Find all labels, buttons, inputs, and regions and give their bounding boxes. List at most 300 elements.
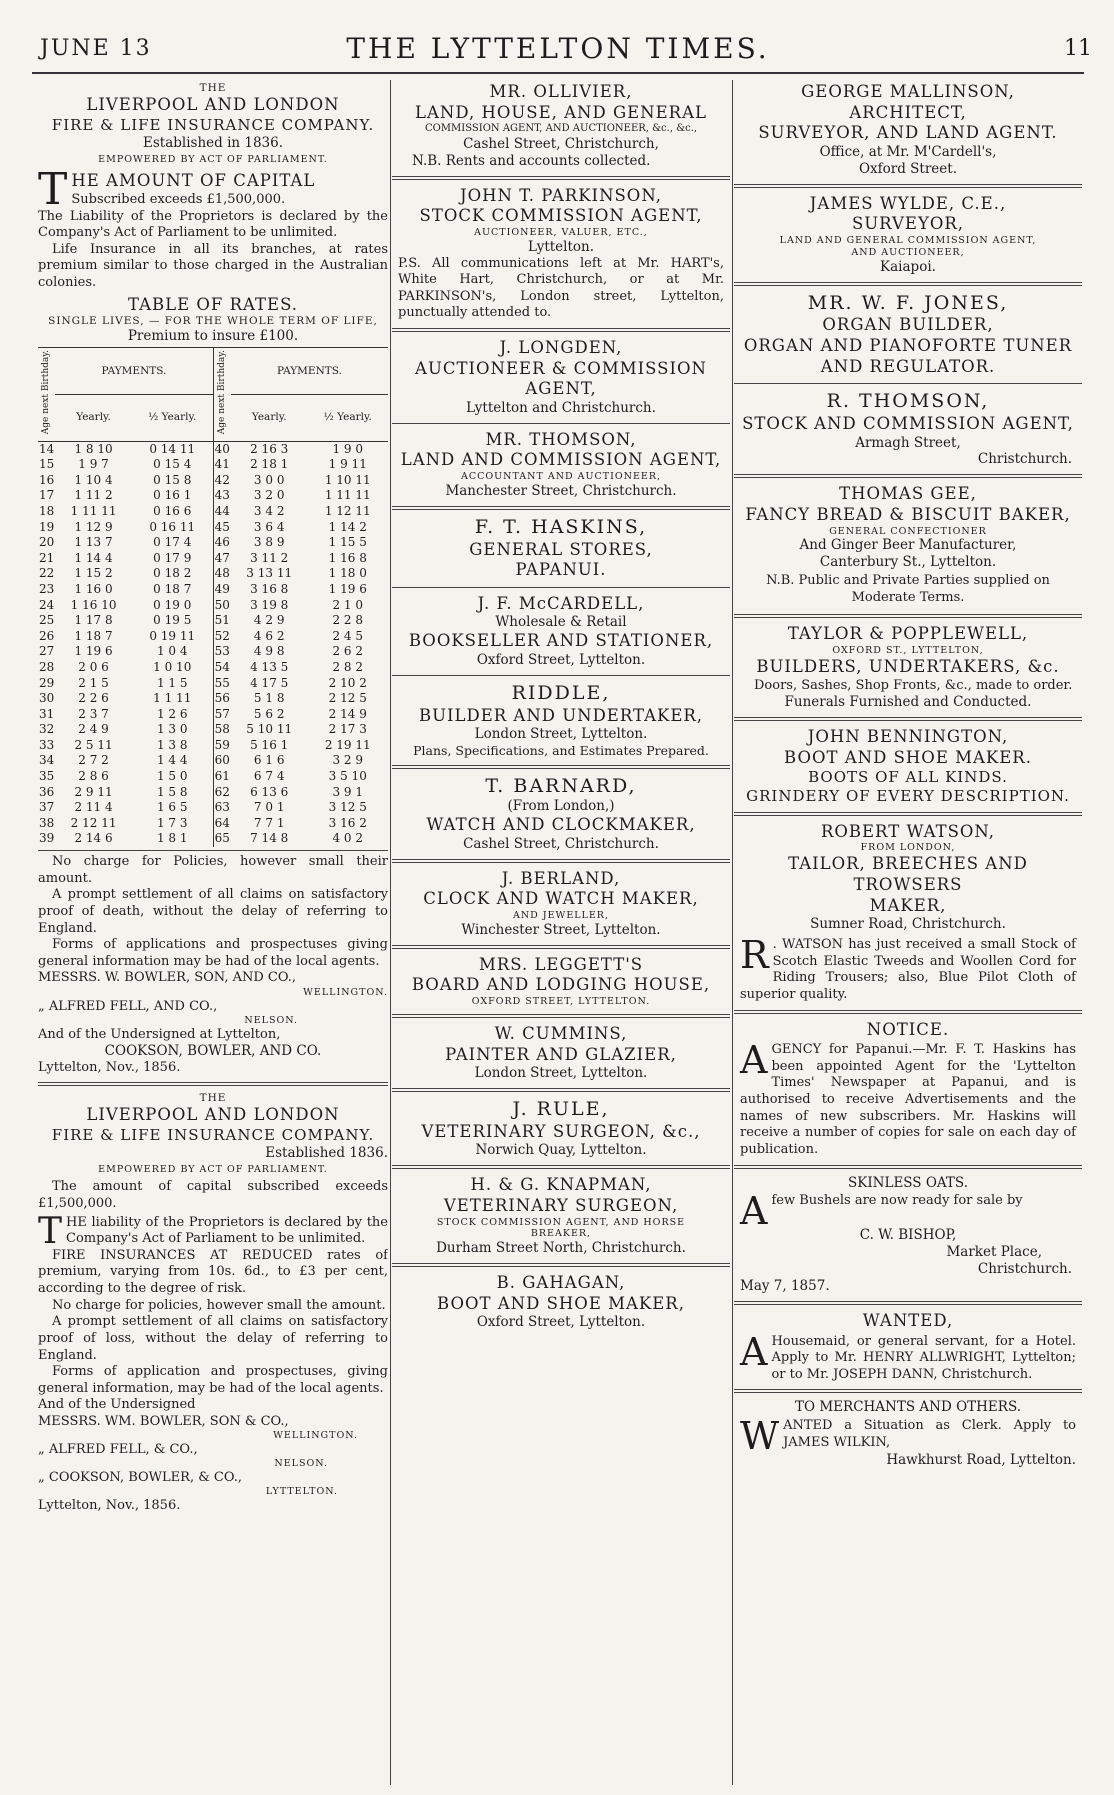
ad-bennington <box>734 727 1082 806</box>
age-cell: 14 <box>39 441 55 456</box>
rates-row <box>38 551 388 567</box>
rates-row <box>38 644 388 660</box>
ad-rthomson <box>734 390 1082 468</box>
rates-row <box>38 676 388 692</box>
ad-place: Kaiapoi. <box>880 258 936 275</box>
rate-cell: 1 9 7 <box>78 457 109 472</box>
age-cell: 36 <box>39 784 55 799</box>
rate-cell: 6 7 4 <box>253 769 285 784</box>
rate-cell: 4 9 8 <box>253 644 285 659</box>
fire-text: FIRE INSURANCES AT REDUCED rates of premium, varying from 10s. 6d., to £3 per cent, according to the degree of risk. <box>38 1247 388 1297</box>
ad-note: N.B. Public and Private Parties supplied on Moderate Terms. <box>766 573 1050 605</box>
rates-row <box>38 504 388 520</box>
yearly-header: Yearly. <box>55 394 132 441</box>
capital-line: Subscribed exceeds £1,500,000. <box>71 191 286 207</box>
half-yearly-header: ½ Yearly. <box>307 394 388 441</box>
ad-name: LIVERPOOL AND LONDON <box>86 95 340 115</box>
ad-name: MR. THOMSON, <box>485 429 637 449</box>
rate-cell: 1 10 4 <box>74 472 113 487</box>
rate-cell: 3 4 2 <box>253 503 285 518</box>
ad-mccardell <box>392 594 730 669</box>
rate-cell: 0 17 4 <box>132 535 213 551</box>
divider <box>734 614 1082 618</box>
rate-cell: 2 0 6 <box>78 659 109 674</box>
rate-cell: 7 0 1 <box>253 800 285 815</box>
ad-address: Armagh Street, <box>855 434 961 451</box>
rate-cell: 3 2 0 <box>253 488 285 503</box>
rate-cell: 1 19 6 <box>328 581 367 596</box>
age-cell: 48 <box>214 566 230 581</box>
ad-name: RIDDLE, <box>511 681 611 704</box>
rate-cell: 3 6 4 <box>253 519 285 534</box>
age-cell: 58 <box>214 722 230 737</box>
ad-title: STOCK AND COMMISSION AGENT, <box>742 413 1074 433</box>
age-cell: 44 <box>214 503 230 518</box>
rate-cell: 2 6 2 <box>332 644 364 659</box>
rate-cell: 3 5 10 <box>328 769 367 784</box>
ad-date: Lyttelton, Nov., 1856. <box>38 1498 181 1514</box>
rates-row <box>38 566 388 582</box>
ad-title: BOOT AND SHOE MAKER. <box>784 747 1032 767</box>
rate-cell: 2 12 5 <box>328 691 367 706</box>
rate-cell: 1 18 0 <box>328 566 367 581</box>
ad-name: JAMES WYLDE, C.E., <box>809 193 1007 213</box>
rate-cell: 1 13 7 <box>74 535 113 550</box>
rates-row <box>38 816 388 832</box>
ad-note: P.S. All communications left at Mr. HART's, White Hart, Christchurch, or at Mr. PARKINSON's, London street, Lyttelton, punctually attended to. <box>398 255 724 321</box>
prompt-text: A prompt settlement of all claims on satisfactory proof of loss, without the delay of referring to England. <box>38 1314 388 1363</box>
rate-cell: 2 2 8 <box>332 613 364 628</box>
rates-row <box>38 753 388 769</box>
ad-title: CLOCK AND WATCH MAKER, <box>423 889 699 909</box>
ad-title: STOCK COMMISSION AGENT, <box>419 206 703 226</box>
no-charge-text: No charge for Policies, however small their amount. <box>38 854 388 886</box>
ad-heading: SKINLESS OATS. <box>848 1174 968 1191</box>
ad-place: Lyttelton. <box>527 238 595 255</box>
rate-cell: 1 15 2 <box>74 566 113 581</box>
rate-cell: 3 12 5 <box>328 800 367 815</box>
undersigned-line: And of the Undersigned at Lyttelton, <box>38 1026 281 1042</box>
divider <box>734 1389 1082 1393</box>
rate-cell: 1 0 10 <box>132 660 213 676</box>
ad-oats <box>734 1175 1082 1295</box>
ad-berland <box>392 869 730 939</box>
rates-row <box>38 691 388 707</box>
forms-text: Forms of application and prospectuses, giving general information, may be had of the local agents. <box>38 1364 388 1396</box>
age-cell: 49 <box>214 581 230 596</box>
ad-address: Market Place, <box>946 1244 1042 1261</box>
ad-subtitle: STOCK COMMISSION AGENT, AND HORSE <box>436 1216 686 1228</box>
age-cell: 64 <box>214 815 230 830</box>
life-text: Life Insurance in all its branches, at rates premium similar to those charged in the Australian colonies. <box>38 241 388 290</box>
age-cell: 46 <box>214 535 230 550</box>
drop-cap: A <box>740 1038 768 1083</box>
rate-cell: 6 1 6 <box>253 753 285 768</box>
ad-subtitle: BOOTS OF ALL KINDS. <box>808 768 1008 787</box>
payments-header: PAYMENTS. <box>231 348 388 395</box>
rate-cell: 2 7 2 <box>78 753 109 768</box>
ad-title: LAND AND COMMISSION AGENT, <box>400 450 722 470</box>
drop-cap: T <box>38 164 68 216</box>
rate-cell: 4 6 2 <box>253 628 285 643</box>
ad-mallinson <box>734 82 1082 178</box>
agent-place: NELSON. <box>244 1014 298 1026</box>
drop-cap: T <box>38 1210 63 1252</box>
rate-cell: 2 11 4 <box>74 800 113 815</box>
rate-cell: 1 0 4 <box>132 644 213 660</box>
rate-cell: 1 16 0 <box>74 581 113 596</box>
column-rule <box>390 80 391 1785</box>
rates-row <box>38 520 388 536</box>
age-cell: 28 <box>39 659 55 674</box>
ad-title: BUILDER AND UNDERTAKER, <box>418 705 704 725</box>
rate-cell: 7 7 1 <box>253 815 285 830</box>
ad-name: THOMAS GEE, <box>839 484 977 504</box>
age-cell: 25 <box>39 613 55 628</box>
yearly-header: Yearly. <box>231 394 308 441</box>
age-cell: 65 <box>214 831 230 846</box>
rates-row <box>38 738 388 754</box>
ad-body: Doors, Sashes, Shop Fronts, &c., made to order. <box>754 677 1073 693</box>
rate-cell: 2 4 9 <box>78 722 109 737</box>
age-cell: 17 <box>39 488 55 503</box>
rate-cell: 1 5 0 <box>132 769 213 785</box>
ad-parkinson <box>392 186 730 323</box>
rate-cell: 1 14 2 <box>328 519 367 534</box>
age-cell: 57 <box>214 706 230 721</box>
drop-cap: W <box>740 1414 780 1459</box>
age-cell: 63 <box>214 800 230 815</box>
ad-address: Oxford Street, Lyttelton. <box>476 1314 646 1331</box>
rate-cell: 1 19 6 <box>74 644 113 659</box>
ad-title: ORGAN BUILDER, <box>822 315 994 335</box>
age-cell: 60 <box>214 753 230 768</box>
rate-cell: 1 18 7 <box>74 628 113 643</box>
rate-cell: 2 12 11 <box>70 815 117 830</box>
ad-ollivier <box>392 82 730 170</box>
rate-cell: 2 3 7 <box>78 706 109 721</box>
ad-name: MRS. LEGGETT'S <box>478 954 644 974</box>
age-cell: 23 <box>39 581 55 596</box>
divider <box>734 184 1082 188</box>
rate-cell: 2 14 9 <box>328 706 367 721</box>
rate-cell: 6 13 6 <box>250 784 289 799</box>
age-cell: 35 <box>39 769 55 784</box>
ad-haskins <box>392 516 730 581</box>
age-cell: 19 <box>39 519 55 534</box>
agent-name: „ ALFRED FELL, & CO., <box>38 1441 198 1457</box>
rate-cell: 3 9 1 <box>332 784 364 799</box>
rate-cell: 1 1 5 <box>132 676 213 692</box>
rate-cell: 2 10 2 <box>328 675 367 690</box>
divider <box>734 1301 1082 1305</box>
rates-row <box>38 722 388 738</box>
ad-title: FANCY BREAD & BISCUIT BAKER, <box>745 504 1071 524</box>
table-title: TABLE OF RATES. <box>127 294 299 314</box>
ad-riddle <box>392 682 730 759</box>
rates-row <box>38 582 388 598</box>
ad-subtitle: AND REGULATOR. <box>820 356 996 376</box>
ad-from: (From London,) <box>507 798 615 815</box>
agent-name: COOKSON, BOWLER, AND CO. <box>104 1042 322 1059</box>
ad-address: London Street, Lyttelton. <box>474 1065 648 1082</box>
agent-place: WELLINGTON. <box>273 1429 358 1441</box>
rate-cell: 7 14 8 <box>250 831 289 846</box>
ad-address: Christchurch. <box>977 1261 1072 1278</box>
rate-cell: 2 2 6 <box>78 691 109 706</box>
rate-cell: 1 15 5 <box>328 535 367 550</box>
ad-title: GENERAL STORES, <box>469 539 653 559</box>
rate-cell: 4 13 5 <box>250 659 289 674</box>
ad-name: ROBERT WATSON, <box>820 821 996 841</box>
ad-established: Established in 1836. <box>142 134 284 151</box>
rate-cell: 2 19 11 <box>324 737 371 752</box>
rate-cell: 1 14 4 <box>74 550 113 565</box>
age-cell: 55 <box>214 675 230 690</box>
rates-row <box>38 535 388 551</box>
ad-kicker: THE <box>199 1092 227 1105</box>
ad-merchants <box>734 1399 1082 1468</box>
ad-name: TAYLOR & POPPLEWELL, <box>787 624 1029 644</box>
ad-rule <box>392 1098 730 1159</box>
drop-cap: A <box>740 1189 768 1234</box>
age-cell: 21 <box>39 550 55 565</box>
ad-address: London Street, Lyttelton. <box>474 726 648 743</box>
divider <box>392 765 730 769</box>
rate-cell: 2 8 2 <box>332 659 364 674</box>
divider <box>38 850 388 851</box>
agent-place: WELLINGTON. <box>303 986 388 998</box>
ad-heading: TO MERCHANTS AND OTHERS. <box>794 1399 1021 1416</box>
rate-cell: 2 1 0 <box>332 597 364 612</box>
ad-barnard <box>392 775 730 853</box>
rate-cell: 3 19 8 <box>250 597 289 612</box>
premium-line: Premium to insure £100. <box>127 328 299 345</box>
rates-row <box>38 769 388 785</box>
rate-cell: 2 16 3 <box>250 441 289 456</box>
agent-name: MESSRS. WM. BOWLER, SON & CO., <box>38 1413 289 1429</box>
ad-name: W. CUMMINS, <box>494 1023 628 1043</box>
ad-date: May 7, 1857. <box>740 1278 830 1294</box>
divider <box>734 812 1082 816</box>
ad-title: BUILDERS, UNDERTAKERS, &c. <box>756 656 1060 676</box>
age-cell: 27 <box>39 644 55 659</box>
age-cell: 54 <box>214 659 230 674</box>
ad-name: T. BARNARD, <box>485 774 637 797</box>
rate-cell: 3 16 2 <box>328 815 367 830</box>
ad-liverpool-life <box>38 82 388 1076</box>
age-cell: 29 <box>39 675 55 690</box>
liability-text: HE liability of the Proprietors is declared by the Company's Act of Parliament to be unlimited. <box>66 1214 388 1247</box>
ad-subtitle: FIRE & LIFE INSURANCE COMPANY. <box>51 1125 375 1144</box>
column-3 <box>734 82 1082 1782</box>
ad-subtitle: LAND AND GENERAL COMMISSION AGENT, <box>779 234 1037 246</box>
rate-cell: 0 15 8 <box>132 473 213 489</box>
rate-cell: 1 8 1 <box>132 831 213 847</box>
age-cell: 24 <box>39 597 55 612</box>
ad-subtitle: AUCTIONEER, VALUER, ETC., <box>474 226 648 238</box>
payments-header: PAYMENTS. <box>55 348 213 395</box>
age-cell: 18 <box>39 503 55 518</box>
ad-watson <box>734 822 1082 1004</box>
rate-cell: 1 4 4 <box>132 753 213 769</box>
masthead <box>18 28 1098 68</box>
divider <box>392 176 730 180</box>
rates-row <box>38 707 388 723</box>
rate-cell: 0 18 2 <box>132 566 213 582</box>
age-cell: 56 <box>214 691 230 706</box>
rate-cell: 1 5 8 <box>132 785 213 801</box>
drop-cap: A <box>740 1329 768 1374</box>
age-cell: 16 <box>39 472 55 487</box>
age-cell: 53 <box>214 644 230 659</box>
ad-established: Established 1836. <box>265 1144 388 1161</box>
ad-liverpool-fire <box>38 1092 388 1514</box>
agent-name: „ ALFRED FELL, AND CO., <box>38 998 218 1014</box>
ad-title: VETERINARY SURGEON, <box>443 1195 679 1215</box>
divider <box>392 1263 730 1267</box>
age-cell: 47 <box>214 550 230 565</box>
ad-address: Cashel Street, Christchurch, <box>463 135 659 152</box>
divider <box>734 282 1082 286</box>
ad-knapman <box>392 1175 730 1257</box>
divider <box>392 423 730 424</box>
agent-name: MESSRS. W. BOWLER, SON, AND CO., <box>38 970 297 986</box>
rates-row <box>38 785 388 801</box>
ad-name: B. GAHAGAN, <box>496 1273 626 1293</box>
rates-row <box>38 473 388 489</box>
ad-longden <box>392 338 730 417</box>
rate-cell: 1 6 5 <box>132 800 213 816</box>
rate-cell: 2 8 6 <box>78 769 109 784</box>
ad-name: J. LONGDEN, <box>499 338 623 357</box>
rate-cell: 4 2 9 <box>253 613 285 628</box>
rate-cell: 0 16 6 <box>132 504 213 520</box>
ad-address: Sumner Road, Christchurch. <box>810 916 1006 933</box>
rate-cell: 1 7 3 <box>132 816 213 832</box>
ad-kicker: THE <box>199 82 227 94</box>
rate-cell: 3 11 2 <box>250 550 289 565</box>
rate-cell: 1 9 0 <box>332 441 364 456</box>
rate-cell: 2 4 5 <box>332 628 364 643</box>
rate-cell: 1 3 0 <box>132 722 213 738</box>
age-cell: 51 <box>214 613 230 628</box>
age-cell: 22 <box>39 566 55 581</box>
ad-gee <box>734 484 1082 608</box>
ad-subtitle: AND AUCTIONEER, <box>851 246 965 258</box>
age-cell: 40 <box>214 441 230 456</box>
ad-address: Canterbury St., Lyttelton. <box>819 554 997 571</box>
divider <box>392 1088 730 1092</box>
ad-title: WATCH AND CLOCKMAKER, <box>426 815 696 835</box>
ad-name: MR. OLLIVIER, <box>489 82 633 101</box>
ad-title: ARCHITECT, <box>849 102 967 122</box>
rate-cell: 1 12 9 <box>74 519 113 534</box>
ad-leggett <box>392 955 730 1008</box>
divider <box>392 859 730 863</box>
ad-title: BOOKSELLER AND STATIONER, <box>408 631 714 651</box>
ad-address: OXFORD STREET, LYTTELTON. <box>471 996 651 1007</box>
forms-text: Forms of applications and prospectuses giving general information may be had of the local agents. <box>38 937 388 969</box>
agent-place: NELSON. <box>274 1458 328 1470</box>
ad-date: Lyttelton, Nov., 1856. <box>38 1059 181 1075</box>
ad-address: Durham Street North, Christchurch. <box>436 1240 686 1257</box>
ad-taylor <box>734 624 1082 711</box>
rate-cell: 0 19 0 <box>132 598 213 614</box>
rate-cell: 1 1 11 <box>132 691 213 707</box>
rate-cell: 0 15 4 <box>132 457 213 473</box>
ad-body: Housemaid, or general servant, for a Hotel. Apply to Mr. HENRY ALLWRIGHT, Lyttelton; or to Mr. JOSEPH DANN, Christchurch. <box>771 1333 1076 1382</box>
ad-name: J. RULE, <box>512 1098 610 1120</box>
rate-cell: 0 17 9 <box>132 551 213 567</box>
rate-cell: 0 14 11 <box>132 441 213 457</box>
divider <box>734 1165 1082 1169</box>
ad-title: BOOT AND SHOE MAKER, <box>437 1293 685 1313</box>
divider <box>392 945 730 949</box>
age-cell: 52 <box>214 628 230 643</box>
ad-title: BOARD AND LODGING HOUSE, <box>411 975 711 995</box>
age-cell: 43 <box>214 488 230 503</box>
ad-title: AUCTIONEER & COMMISSION AGENT, <box>415 358 707 399</box>
ad-title: VETERINARY SURGEON, &c., <box>421 1121 701 1141</box>
page-number: 11 <box>1064 36 1092 61</box>
ad-note: N.B. Rents and accounts collected. <box>412 152 651 169</box>
age-cell: 32 <box>39 722 55 737</box>
age-cell: 50 <box>214 597 230 612</box>
rate-cell: 0 16 1 <box>132 488 213 504</box>
rates-row <box>38 613 388 629</box>
divider <box>38 1082 388 1086</box>
column-1 <box>38 82 388 1782</box>
ad-name: MR. W. F. JONES, <box>807 291 1009 314</box>
ad-name: C. W. BISHOP, <box>859 1227 957 1244</box>
ad-jones <box>734 292 1082 378</box>
age-cell: 38 <box>39 815 55 830</box>
rate-cell: 1 16 10 <box>70 597 117 612</box>
age-cell: 37 <box>39 800 55 815</box>
ad-name: R. THOMSON, <box>826 390 990 413</box>
ad-heading: NOTICE. <box>866 1019 950 1039</box>
age-header: Age next Birthday. <box>216 350 227 435</box>
ad-name: JOHN BENNINGTON, <box>807 727 1009 746</box>
rate-cell: 0 19 11 <box>132 629 213 645</box>
ad-thomson <box>392 430 730 500</box>
rate-cell: 1 2 6 <box>132 707 213 723</box>
rates-row <box>38 457 388 473</box>
rate-cell: 1 9 11 <box>328 457 367 472</box>
column-rule <box>732 80 733 1785</box>
ad-empowered: EMPOWERED BY ACT OF PARLIAMENT. <box>98 154 328 166</box>
rates-row <box>38 660 388 676</box>
ad-title: MAKER, <box>869 895 947 915</box>
rate-cell: 5 16 1 <box>250 737 289 752</box>
ad-place: PAPANUI. <box>515 560 607 580</box>
ad-subtitle: BREAKER, <box>530 1228 592 1240</box>
rates-table <box>38 347 388 847</box>
divider <box>392 328 730 332</box>
rate-cell: 1 11 11 <box>70 503 117 518</box>
divider <box>734 717 1082 721</box>
age-cell: 61 <box>214 769 230 784</box>
drop-cap: R <box>740 933 769 977</box>
rates-body <box>38 441 388 847</box>
ad-name: H. & G. KNAPMAN, <box>470 1175 652 1195</box>
ad-address: Oxford Street, Lyttelton. <box>476 651 646 668</box>
ad-address: OXFORD ST., LYTTELTON, <box>832 645 984 656</box>
ad-body: . WATSON has just received a small Stock of Scotch Elastic Tweeds and Woollen Cord for Riding Trousers; also, Blue Pilot Cloth of superior quality. <box>740 937 1076 1002</box>
rate-cell: 3 8 9 <box>253 535 285 550</box>
age-cell: 39 <box>39 831 55 846</box>
